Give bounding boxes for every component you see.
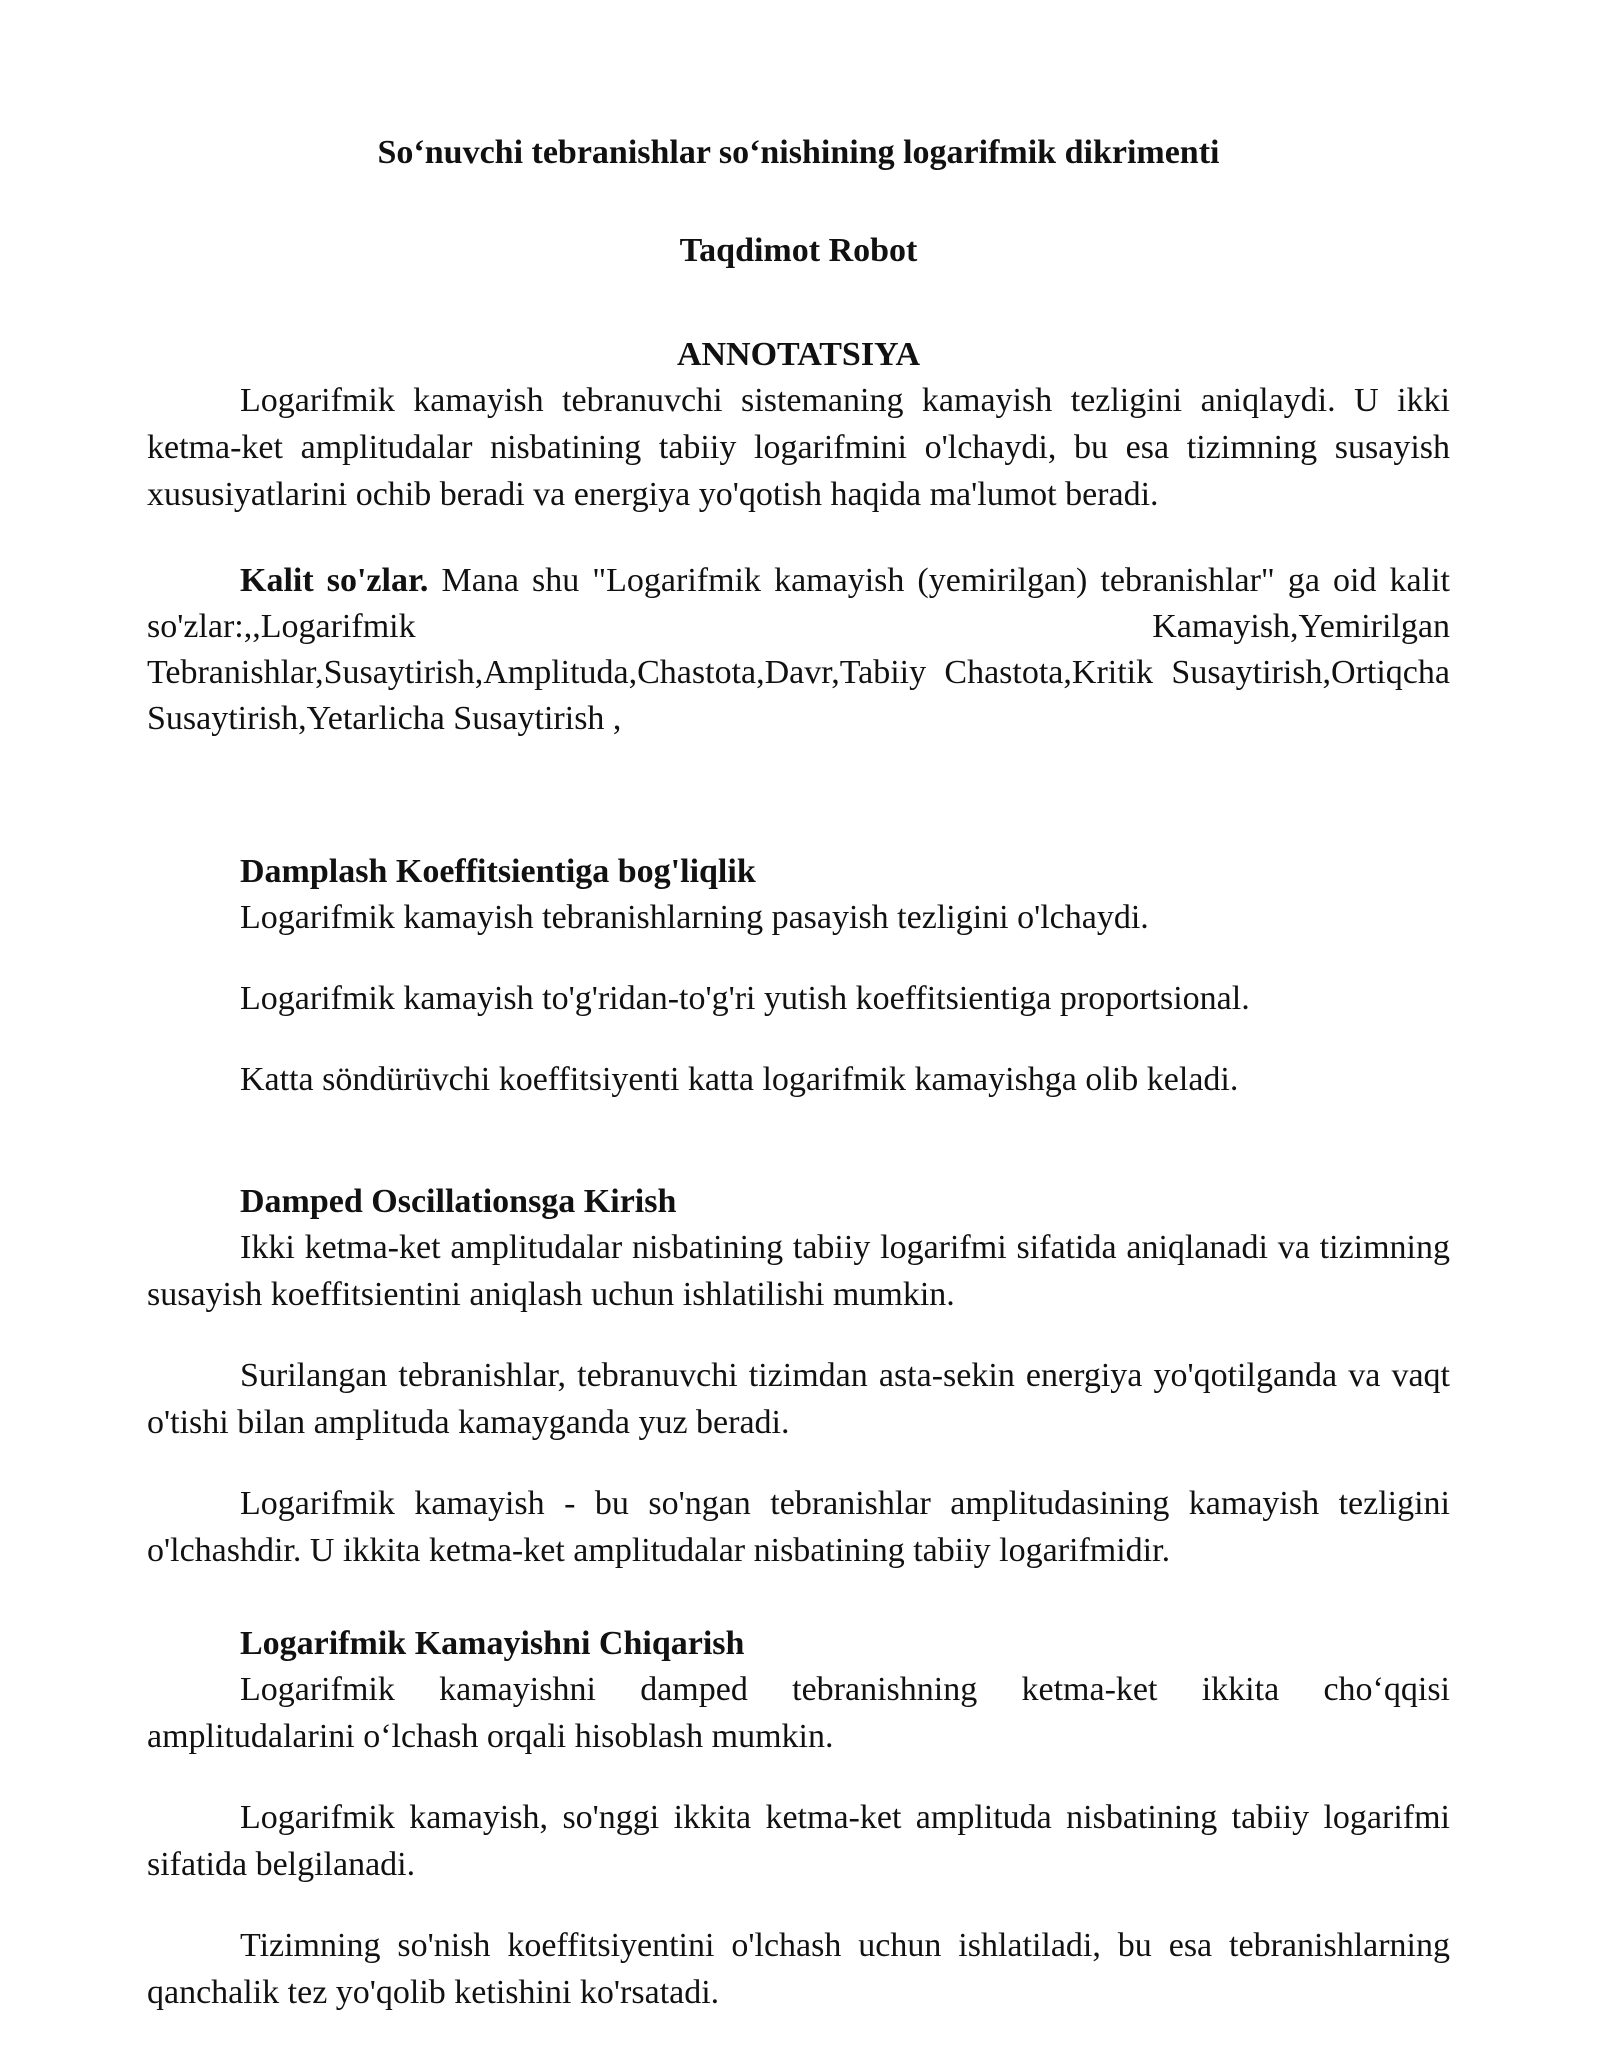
section-paragraph: Katta söndürüvchi koeffitsiyenti katta logarifmik kamayishga olib keladi. (240, 1061, 1239, 1098)
section-paragraph: Logarifmik kamayish to'g'ridan-to'g'ri yutish koeffitsientiga proportsional. (240, 980, 1250, 1017)
keywords-paragraph (147, 558, 1450, 742)
annotation-block (147, 377, 1450, 518)
document-author: Taqdimot Robot (679, 232, 918, 269)
annotation-heading: ANNOTATSIYA (676, 336, 921, 373)
section-paragraph: Ikki ketma-ket amplitudalar nisbatining tabiiy logarifmi sifatida aniqlanadi va tizimning susayish koeffitsientini aniqlash uchun ishlatilishi mumkin. (147, 1229, 1450, 1313)
keywords-label: Kalit so'zlar. (240, 562, 429, 599)
section-paragraph: Surilangan tebranishlar, tebranuvchi tizimdan asta-sekin energiya yo'qotilganda va vaqt o'tishi bilan amplituda kamayganda yuz beradi. (147, 1357, 1450, 1441)
section-paragraph: Logarifmik kamayishni damped tebranishning ketma-ket ikkita cho‘qqisi amplitudalarini o‘lchash orqali hisoblash mumkin. (147, 1671, 1450, 1755)
keywords-block (147, 558, 1450, 742)
section-heading: Logarifmik Kamayishni Chiqarish (240, 1625, 745, 1662)
section-paragraph: Logarifmik kamayish tebranishlarning pasayish tezligini o'lchaydi. (240, 899, 1149, 936)
section-paragraph: Logarifmik kamayish, so'nggi ikkita ketma-ket amplituda nisbatining tabiiy logarifmi sifatida belgilanadi. (147, 1799, 1450, 1883)
keywords-text: Mana shu "Logarifmik kamayish (yemirilgan) tebranishlar" ga oid kalit so'zlar:,,Logarifmik Kamayish,Yemirilgan Tebranishlar,Susaytirish,Amplituda,Chastota,Davr,Tabiiy Chastota,Kritik Susaytirish,Ortiqcha Susaytirish,Yetarlicha Susaytirish , (147, 562, 1450, 737)
section-derivation (147, 1622, 1450, 2016)
section-damping-dependence (147, 850, 1450, 1103)
document-title: So‘nuvchi tebranishlar so‘nishining logarifmik dikrimenti (377, 134, 1220, 171)
section-paragraph: Tizimning so'nish koeffitsiyentini o'lchash uchun ishlatiladi, bu esa tebranishlarning qanchalik tez yo'qolib ketishini ko'rsatadi. (147, 1927, 1450, 2011)
annotation-paragraph: Logarifmik kamayish tebranuvchi sistemaning kamayish tezligini aniqlaydi. U ikki ketma-ket amplitudalar nisbatining tabiiy logarifmini o'lchaydi, bu esa tizimning susayish xususiyatlarini ochib beradi va energiya yo'qotish haqida ma'lumot beradi. (147, 382, 1450, 513)
section-heading: Damped Oscillationsga Kirish (240, 1183, 677, 1220)
section-paragraph: Logarifmik kamayish - bu so'ngan tebranishlar amplitudasining kamayish tezligini o'lchashdir. U ikkita ketma-ket amplitudalar nisbatining tabiiy logarifmidir. (147, 1485, 1450, 1569)
section-damped-intro (147, 1180, 1450, 1574)
section-heading: Damplash Koeffitsientiga bog'liqlik (240, 853, 756, 890)
